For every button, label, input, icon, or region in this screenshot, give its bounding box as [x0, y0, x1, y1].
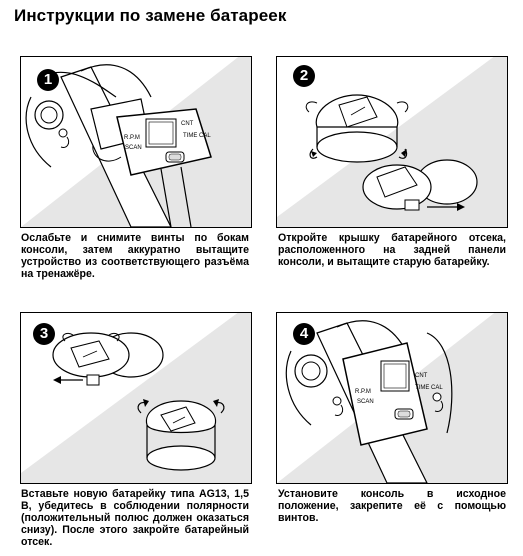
- step-4-illustration: [276, 312, 508, 484]
- step-3-illustration: [20, 312, 252, 484]
- label-time: TIME CAL: [183, 133, 211, 139]
- step-1-illustration: [20, 56, 252, 228]
- label-cnt: CNT: [181, 121, 194, 127]
- step-2-number: 2: [293, 65, 315, 87]
- step-1-caption: Ослабьте и снимите винты по бокам консоли, затем аккуратно вытащите устройство из соответствующего разъёма на тренажёре.: [21, 232, 249, 280]
- step-4-caption: Установите консоль в исходное положение, закрепите её с помощью винтов.: [278, 488, 506, 524]
- label-scan: SCAN: [125, 145, 142, 151]
- label-scan-4: SCAN: [357, 399, 374, 405]
- step-2-caption: Откройте крышку батарейного отсека, расположенного на задней панели консоли, и вытащите старую батарейку.: [278, 232, 506, 268]
- label-rpm: R.P.M: [124, 135, 140, 141]
- label-cnt-4: CNT: [415, 373, 428, 379]
- page-title: Инструкции по замене батареек: [14, 6, 287, 25]
- step-3-number: 3: [33, 323, 55, 345]
- battery-insert-drawing: [21, 313, 251, 483]
- label-time-4: TIME CAL: [415, 385, 443, 391]
- label-rpm-4: R.P.M: [355, 389, 371, 395]
- step-2-illustration: [276, 56, 508, 228]
- battery-cover-top: [306, 95, 408, 162]
- step-3-caption: Вставьте новую батарейку типа AG13, 1,5 В, убедитесь в соблюдении полярности (положительный полюс должен оказаться снизу). После этого закройте батарейный отсек.: [21, 488, 249, 548]
- step-4-number: 4: [293, 323, 315, 345]
- battery-insert-top: [53, 333, 163, 385]
- step-1-number: 1: [37, 69, 59, 91]
